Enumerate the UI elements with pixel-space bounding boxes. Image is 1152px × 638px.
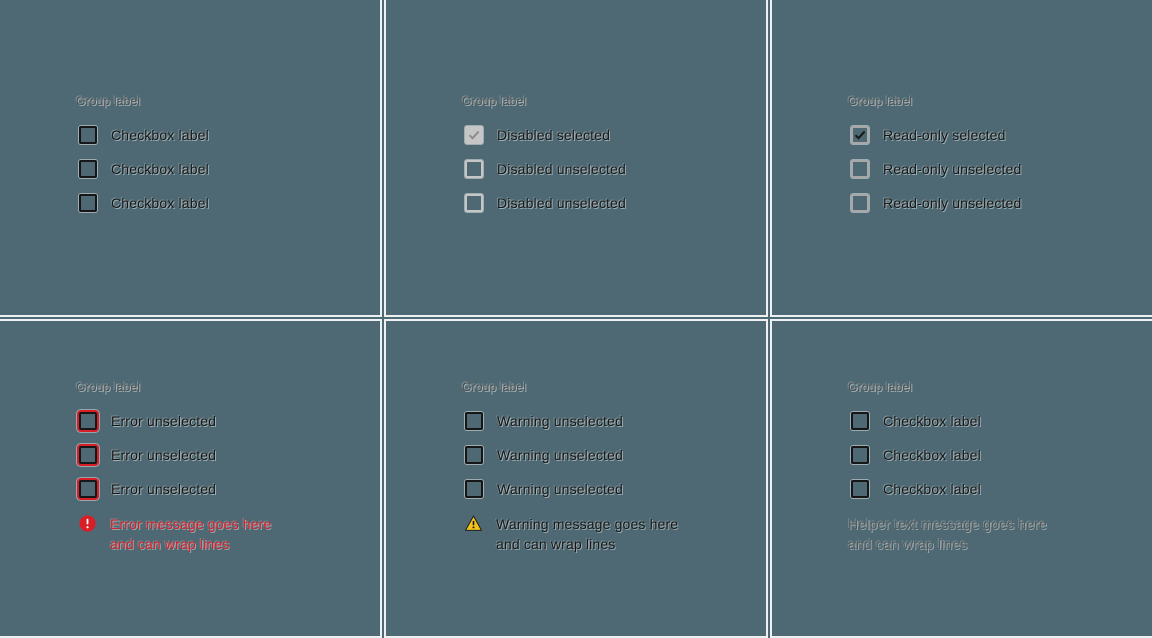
message-line: Warning message goes here: [496, 516, 679, 532]
checkbox-unchecked-default[interactable]: [79, 160, 97, 178]
checkbox-unchecked-error[interactable]: [79, 480, 97, 498]
checkmark-icon: [854, 130, 866, 140]
checkbox-row-helper-1[interactable]: [851, 412, 1126, 430]
helper-message: [848, 514, 1126, 554]
checkbox-unchecked-readonly: [851, 160, 869, 178]
panel-helper: [770, 319, 1152, 638]
checkbox-label: Checkbox label: [883, 447, 981, 463]
checkbox-row-error-2[interactable]: [79, 446, 354, 464]
error-message-text: [110, 514, 271, 554]
checkbox-checked-disabled: [465, 126, 483, 144]
checkbox-unchecked-disabled: [465, 194, 483, 212]
checkbox-label: Disabled unselected: [497, 195, 626, 211]
checkbox-label: Error unselected: [111, 447, 217, 463]
message-line: Error message goes here: [110, 516, 272, 532]
group-label: Group label: [462, 94, 527, 108]
checkbox-label: Disabled unselected: [497, 161, 626, 177]
panel-error: [0, 319, 382, 638]
checkbox-unchecked-default[interactable]: [851, 480, 869, 498]
checkbox-label: Checkbox label: [111, 195, 209, 211]
checkbox-label: Error unselected: [111, 481, 217, 497]
message-line: and can wrap lines: [496, 536, 616, 552]
checkbox-row-default-1[interactable]: [79, 126, 354, 144]
checkbox-label: Read-only unselected: [883, 161, 1022, 177]
checkbox-label: Disabled selected: [497, 127, 611, 143]
group-label: Group label: [848, 94, 913, 108]
checkbox-label: Warning unselected: [497, 413, 623, 429]
checkbox-label: Error unselected: [111, 413, 217, 429]
group-label: Group label: [462, 380, 527, 394]
checkmark-icon: [468, 130, 480, 140]
checkbox-row-default-3[interactable]: [79, 194, 354, 212]
checkbox-label: Checkbox label: [111, 161, 209, 177]
warning-filled-icon: [465, 515, 482, 532]
helper-message-text: [848, 514, 1047, 554]
checkbox-label: Read-only unselected: [883, 195, 1022, 211]
checkbox-label: Checkbox label: [883, 413, 981, 429]
checkbox-row-warning-1[interactable]: [465, 412, 740, 430]
panel-read-only: [770, 0, 1152, 317]
checkbox-row-warning-2[interactable]: [465, 446, 740, 464]
checkbox-row-disabled-1: [465, 126, 740, 144]
checkbox-row-disabled-3: [465, 194, 740, 212]
error-filled-icon: [79, 515, 96, 532]
checkbox-row-default-2[interactable]: [79, 160, 354, 178]
checkbox-row-warning-3[interactable]: [465, 480, 740, 498]
checkbox-label: Warning unselected: [497, 447, 623, 463]
checkbox-checked-readonly: [851, 126, 869, 144]
checkbox-unchecked-error[interactable]: [79, 412, 97, 430]
checkbox-unchecked-error[interactable]: [79, 446, 97, 464]
group-label: Group label: [76, 380, 141, 394]
message-line: and can wrap lines: [110, 536, 230, 552]
group-label: Group label: [76, 94, 141, 108]
checkbox-row-read-only-1: [851, 126, 1126, 144]
warning-message: [465, 514, 740, 554]
checkbox-label: Checkbox label: [111, 127, 209, 143]
panel-disabled: [384, 0, 768, 317]
checkbox-unchecked-default[interactable]: [465, 412, 483, 430]
checkbox-unchecked-default[interactable]: [79, 126, 97, 144]
warning-message-text: [496, 514, 678, 554]
checkbox-row-disabled-2: [465, 160, 740, 178]
message-line: and can wrap lines: [848, 536, 968, 552]
panel-default: [0, 0, 382, 317]
panel-warning: [384, 319, 768, 638]
checkbox-label: Read-only selected: [883, 127, 1006, 143]
checkbox-unchecked-readonly: [851, 194, 869, 212]
error-message: [79, 514, 354, 554]
checkbox-unchecked-default[interactable]: [465, 480, 483, 498]
checkbox-row-read-only-2: [851, 160, 1126, 178]
checkbox-label: Checkbox label: [883, 481, 981, 497]
checkbox-unchecked-default[interactable]: [851, 446, 869, 464]
checkbox-unchecked-default[interactable]: [79, 194, 97, 212]
message-line: Helper text message goes here: [848, 516, 1047, 532]
checkbox-row-error-1[interactable]: [79, 412, 354, 430]
checkbox-row-error-3[interactable]: [79, 480, 354, 498]
checkbox-unchecked-default[interactable]: [465, 446, 483, 464]
checkbox-row-helper-3[interactable]: [851, 480, 1126, 498]
group-label: Group label: [848, 380, 913, 394]
checkbox-unchecked-default[interactable]: [851, 412, 869, 430]
checkbox-unchecked-disabled: [465, 160, 483, 178]
checkbox-row-helper-2[interactable]: [851, 446, 1126, 464]
checkbox-label: Warning unselected: [497, 481, 623, 497]
checkbox-row-read-only-3: [851, 194, 1126, 212]
